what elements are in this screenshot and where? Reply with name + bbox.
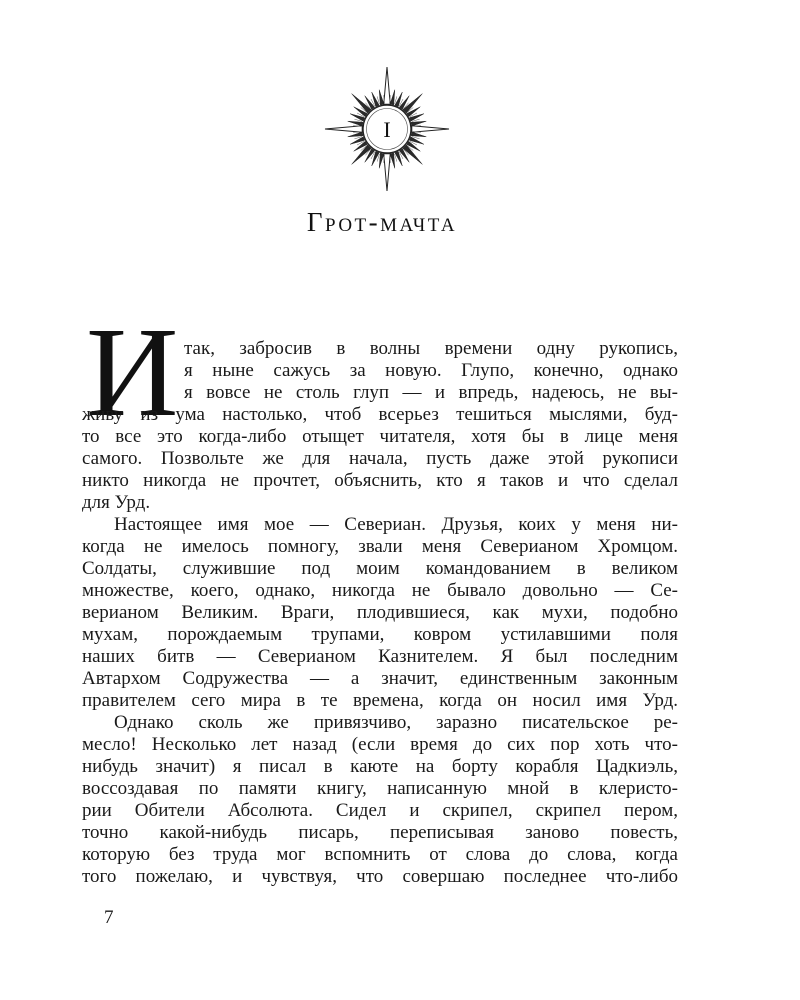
sun-ray — [403, 145, 423, 165]
drop-cap: И — [86, 301, 179, 443]
sun-ray — [403, 94, 423, 114]
text-line: правителем сего мира в те времена, когда он носил имя Урд. — [82, 690, 678, 711]
text-line: Автархом Содружества — а значит, единственным законным — [82, 668, 678, 689]
text-line: живу из ума настолько, чтоб всерьез тешиться мыслями, буд- — [82, 404, 678, 425]
sun-ray — [411, 121, 426, 126]
sun-ray — [411, 132, 426, 137]
sun-ray — [384, 154, 390, 191]
text-line: верианом Великим. Враги, плодившиеся, как мухи, подобно — [82, 602, 678, 623]
text-line: я ныне сажусь за новую. Глупо, конечно, однако — [184, 360, 678, 381]
sun-ray — [379, 153, 384, 168]
sun-ray — [352, 145, 372, 165]
text-line: никто никогда не прочтет, объяснить, кто я таков и что сделал — [82, 470, 678, 491]
text-line: то все это когда-либо отыщет читателя, хотя бы в лице меня — [82, 426, 678, 447]
chapter-numeral: I — [383, 117, 391, 142]
sun-ray — [390, 90, 395, 105]
text-line: для Урд. — [82, 492, 151, 513]
text-line: Однако сколь же привязчиво, заразно писательское ре- — [114, 712, 678, 733]
text-line: месло! Несколько лет назад (если время до сих пор хоть что- — [82, 734, 678, 755]
text-line: Настоящее имя мое — Севериан. Друзья, коих у меня ни- — [114, 514, 678, 535]
sun-ray — [384, 67, 390, 104]
text-line: мухам, порождаемым трупами, ковром устилавшими поля — [82, 624, 678, 645]
text-line: так, забросив в волны времени одну рукопись, — [184, 338, 678, 359]
text-line: Солдаты, служившие под моим командованием в великом — [82, 558, 678, 579]
text-line: самого. Позвольте же для начала, пусть даже этой рукописи — [82, 448, 678, 469]
text-line: нибудь значит) я писал в каюте на борту корабля Цадкиэль, — [82, 756, 678, 777]
text-line: рии Обители Абсолюта. Сидел и скрипел, скрипел пером, — [82, 800, 678, 821]
sun-ray — [348, 121, 363, 126]
sun-ray — [412, 126, 449, 132]
text-line: воссоздавая по памяти книгу, написанную мной в клеристо- — [82, 778, 678, 799]
text-line: наших битв — Северианом Казнителем. Я был последним — [82, 646, 678, 667]
chapter-title: Грот-мачта — [306, 207, 458, 237]
sun-ray — [325, 126, 362, 132]
sun-ray — [379, 90, 384, 105]
sun-ray — [348, 132, 363, 137]
sun-emblem-icon — [322, 64, 452, 194]
text-line: я вовсе не столь глуп — и впредь, надеюсь, не вы- — [184, 382, 678, 403]
sun-ray — [390, 153, 395, 168]
text-line: которую без труда мог вспомнить от слова до слова, когда — [82, 844, 678, 865]
page-number: 7 — [104, 907, 114, 928]
text-line: когда не имелось помногу, звали меня Северианом Хромцом. — [82, 536, 678, 557]
text-line: множестве, коего, однако, никогда не бывало довольно — Се- — [82, 580, 678, 601]
body-text — [82, 301, 678, 898]
text-line: точно какой-нибудь писарь, переписывая заново повесть, — [82, 822, 678, 843]
sun-ray — [352, 94, 372, 114]
text-line: того пожелаю, и чувствуя, что совершаю последнее что-либо — [82, 866, 678, 887]
